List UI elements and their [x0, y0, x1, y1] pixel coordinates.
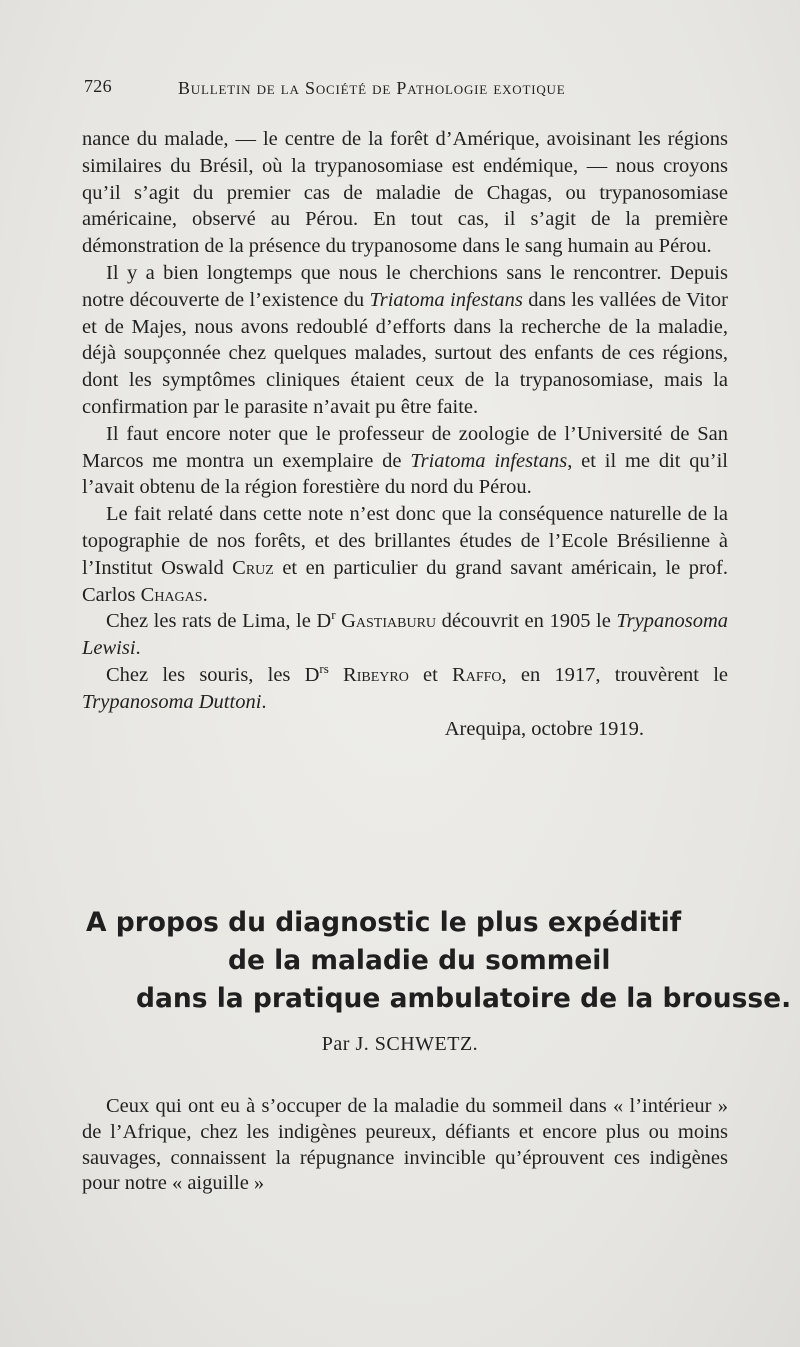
author-name: Raffo: [452, 663, 502, 686]
text-run: , et il me dit qu’il l’avait obtenu de la région forestière du nord du Pérou.: [82, 449, 729, 499]
text-run: et en particulier du grand savant américain, le prof. Carlos: [82, 556, 728, 606]
paragraph: [82, 501, 728, 608]
italic-text: Trypanosoma Lewisi: [82, 610, 729, 660]
italic-text: Trypanosoma Duttoni: [82, 690, 262, 713]
paragraph: [82, 260, 728, 421]
text-run: et: [408, 663, 453, 686]
paragraph: [82, 126, 728, 260]
author-name: Ribeyro: [343, 663, 409, 686]
page-number: 726: [84, 76, 112, 96]
text-run: dans les vallées de Vitor et de Majes, nous avons redoublé d’efforts dans la recherche de la maladie, déjà soupçonnée chez quelques malades, surtout des enfants de ces régions, dont les symptômes cliniques étaient ceux de la trypanosomiase, mais la confirmation par le parasite n’avait pu être faite.: [82, 288, 728, 418]
italic-text: Triatoma infestans: [410, 449, 568, 472]
title-line-1: A propos du diagnostic le plus expéditif: [86, 907, 682, 938]
article-title: [70, 904, 792, 1018]
author-byline: Par J. SCHWETZ.: [321, 1033, 479, 1055]
title-line-2: de la maladie du sommeil: [228, 945, 611, 976]
superscript: rs: [319, 661, 329, 677]
superscript: r: [331, 607, 336, 623]
text-run: Il faut encore noter que le professeur de zoologie de l’Université de San Marcos me montra un exemplaire de: [82, 422, 728, 472]
paragraph: [82, 662, 728, 716]
paragraph: Ceux qui ont eu à s’occuper de la maladie du sommeil dans « l’intérieur » de l’Afrique, chez les indigènes peureux, défiants et encore plus ou moins sauvages, connaissent la répugnance invincible qu’éprouvent ces indigènes pour notre « aiguille »: [82, 1095, 728, 1195]
signature: Arequipa, octobre 1919.: [444, 717, 644, 740]
article2-body: [82, 1094, 728, 1197]
text-run: , en 1917, trouvèrent le: [501, 663, 728, 686]
text-run: Chez les souris, les D: [106, 663, 320, 686]
article-body: [82, 126, 728, 742]
text-run: Le fait relaté dans cette note n’est donc que la conséquence naturelle de la topographie de nos forêts, et des brillantes études de l’Ecole Brésilienne à l’Institut Oswald: [82, 503, 728, 579]
text-run: [329, 664, 343, 686]
text-run: .: [261, 690, 267, 713]
title-line-3: dans la pratique ambulatoire de la brousse.: [136, 983, 792, 1014]
journal-title: Bulletin de la Société de Pathologie exotique: [178, 78, 566, 98]
author-name: Cruz: [232, 556, 274, 579]
text-run: nance du malade, — le centre de la forêt d’Amérique, avoisinant les régions similaires du Brésil, où la trypanosomiase est endémique, — nous croyons qu’il s’agit du premier cas de maladie de Chagas, ou trypanosomiase américaine, observé au Pérou. En tout cas, il s’agit de la première démonstration de la présence du trypanosome dans le sang humain au Pérou.: [82, 128, 728, 258]
text-run: Il y a bien longtemps que nous le cherchions sans le rencontrer. Depuis notre découverte de l’existence du: [82, 261, 728, 311]
text-run: .: [202, 583, 208, 606]
text-run: Chez les rats de Lima, le D: [106, 610, 332, 633]
paragraph: [82, 608, 728, 662]
text-run: découvrit en 1905 le: [436, 610, 617, 633]
author-name: Gastiaburu: [341, 610, 437, 633]
text-run: .: [135, 637, 141, 660]
author-name: Chagas: [140, 583, 203, 606]
paragraph: [82, 421, 728, 501]
italic-text: Triatoma infestans: [369, 288, 523, 311]
